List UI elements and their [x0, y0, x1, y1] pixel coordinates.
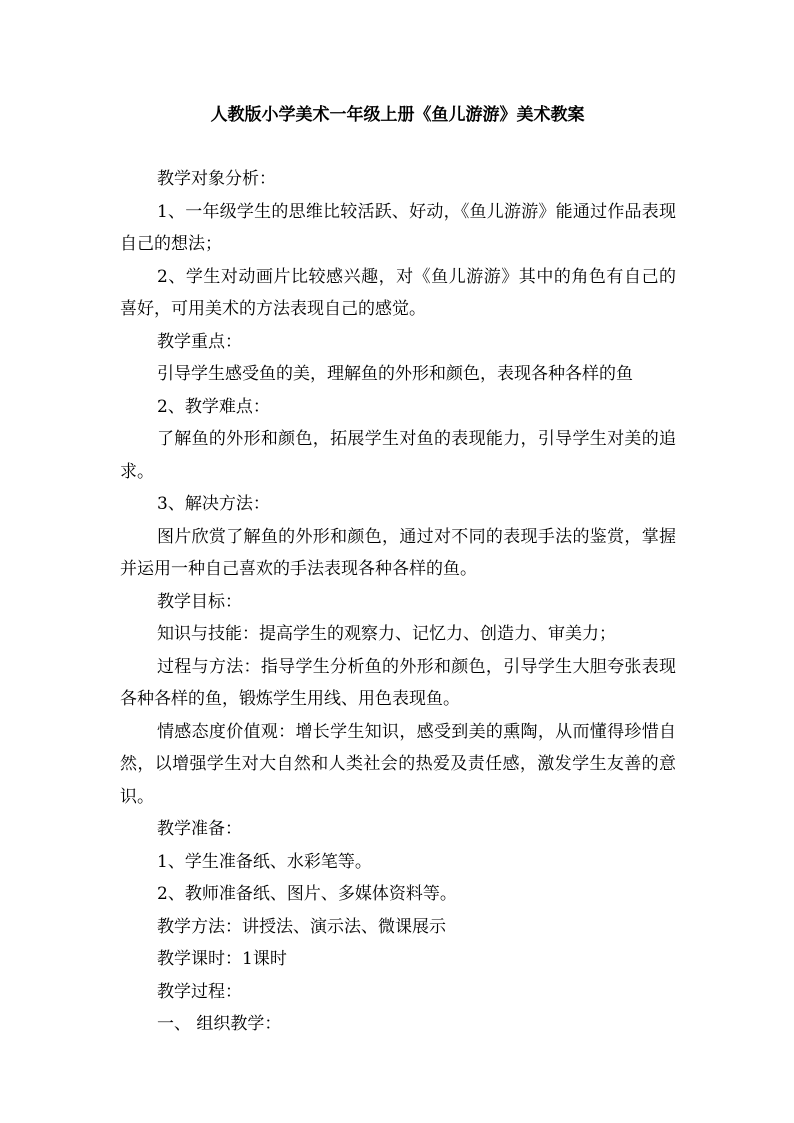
paragraph-preparation-heading: 教学准备： [157, 819, 242, 839]
paragraph-class-hours: 教学课时：1课时 [157, 949, 287, 969]
paragraph-solution-heading: 3、解决方法： [157, 494, 270, 514]
paragraph-analysis-1: 1、一年级学生的思维比较活跃、好动，《鱼儿游游》能通过作品表现自己的想法； [120, 201, 676, 254]
paragraph-methods: 教学方法：讲授法、演示法、微课展示 [157, 916, 446, 937]
paragraph-solution: 图片欣赏了解鱼的外形和颜色，通过对不同的表现手法的鉴赏，掌握并运用一种自己喜欢的手法表现各种各样的鱼。 [120, 526, 676, 579]
document-body [120, 163, 676, 1041]
paragraph-objective-attitude: 情感态度价值观：增长学生知识，感受到美的熏陶，从而懂得珍惜自然，以增强学生对大自然和人类社会的热爱及责任感，激发学生友善的意识。 [120, 721, 676, 807]
paragraph-difficulties-heading: 2、教学难点： [157, 396, 270, 417]
paragraph-objective-process: 过程与方法：指导学生分析鱼的外形和颜色，引导学生大胆夸张表现各种各样的鱼，锻炼学生用线、用色表现鱼。 [120, 656, 676, 709]
document-title: 人教版小学美术一年级上册《鱼儿游游》美术教案 [210, 105, 585, 125]
paragraph-analysis-2: 2、学生对动画片比较感兴趣，对《鱼儿游游》其中的角色有自己的喜好，可用美术的方法表现自己的感觉。 [120, 266, 676, 319]
paragraph-difficulties: 了解鱼的外形和颜色，拓展学生对鱼的表现能力，引导学生对美的追求。 [120, 429, 676, 482]
paragraph-key-points: 引导学生感受鱼的美，理解鱼的外形和颜色，表现各种各样的鱼 [157, 364, 633, 384]
paragraph-preparation-teacher: 2、教师准备纸、图片、多媒体资料等。 [157, 884, 457, 904]
paragraph-preparation-students: 1、学生准备纸、水彩笔等。 [157, 851, 372, 872]
paragraph-objective-knowledge: 知识与技能：提高学生的观察力、记忆力、创造力、审美力； [157, 624, 616, 644]
paragraph-process-heading: 教学过程： [157, 981, 242, 1002]
paragraph-objectives-heading: 教学目标： [157, 591, 242, 612]
paragraph-key-points-heading: 教学重点： [157, 331, 242, 352]
paragraph-analysis-heading: 教学对象分析： [157, 169, 276, 189]
paragraph-organize-teaching: 一、 组织教学： [157, 1014, 282, 1034]
